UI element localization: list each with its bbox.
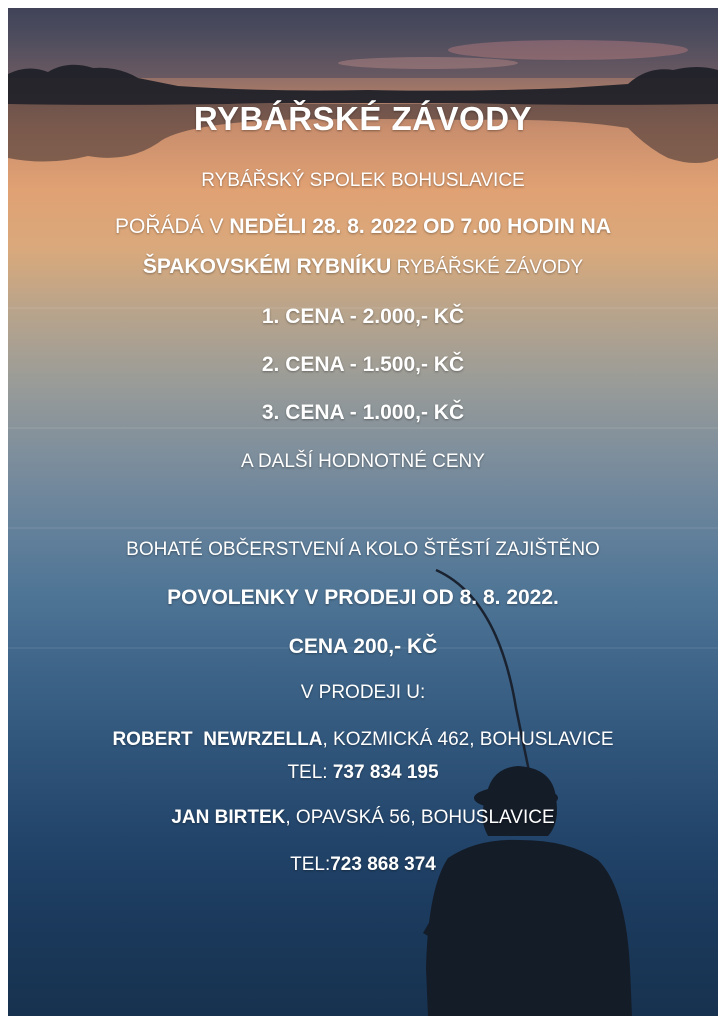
prize-2: 2. CENA - 1.500,- KČ	[261, 353, 465, 376]
seller-1-tel-label: TEL:	[287, 762, 333, 783]
announcement-line-2	[8, 255, 718, 279]
announcement-suffix: RYBÁŘSKÉ ZÁVODY	[391, 257, 584, 278]
prize-1: 1. CENA - 2.000,- KČ	[261, 305, 465, 328]
other-prizes: A DALŠÍ HODNOTNÉ CENY	[241, 451, 485, 472]
permits-sale: POVOLENKY V PRODEJI OD 8. 8. 2022.	[167, 586, 559, 609]
organizer: RYBÁŘSKÝ SPOLEK BOHUSLAVICE	[201, 170, 525, 191]
seller-2-tel: 723 868 374	[330, 854, 436, 875]
seller-1-tel: 737 834 195	[332, 762, 439, 783]
seller-1-phone	[8, 762, 718, 784]
seller-1-address: , KOZMICKÁ 462, BOHUSLAVICE	[322, 729, 614, 750]
announcement-location: ŠPAKOVSKÉM RYBNÍKU	[142, 255, 392, 278]
prize-3: 3. CENA - 1.000,- KČ	[261, 401, 465, 424]
seller-2-phone	[8, 854, 718, 876]
poster	[8, 8, 718, 1016]
announcement-date-time: NEDĚLI 28. 8. 2022 OD 7.00 HODIN NA	[229, 215, 611, 238]
seller-1	[8, 729, 718, 751]
seller-2-tel-label: TEL:	[290, 854, 331, 875]
announcement-line-1	[8, 215, 718, 239]
seller-2-address: , OPAVSKÁ 56, BOHUSLAVICE	[285, 807, 555, 828]
permit-price: CENA 200,- KČ	[288, 635, 438, 658]
sale-at: V PRODEJI U:	[300, 682, 426, 703]
page-title: RYBÁŘSKÉ ZÁVODY	[193, 100, 533, 137]
seller-1-name: ROBERT NEWRZELLA	[112, 729, 323, 750]
announcement-prefix: POŘÁDÁ V	[114, 215, 230, 238]
refreshments: BOHATÉ OBČERSTVENÍ A KOLO ŠTĚSTÍ ZAJIŠTĚNO	[126, 539, 600, 560]
seller-2-name: JAN BIRTEK	[171, 807, 286, 828]
seller-2	[8, 807, 718, 829]
